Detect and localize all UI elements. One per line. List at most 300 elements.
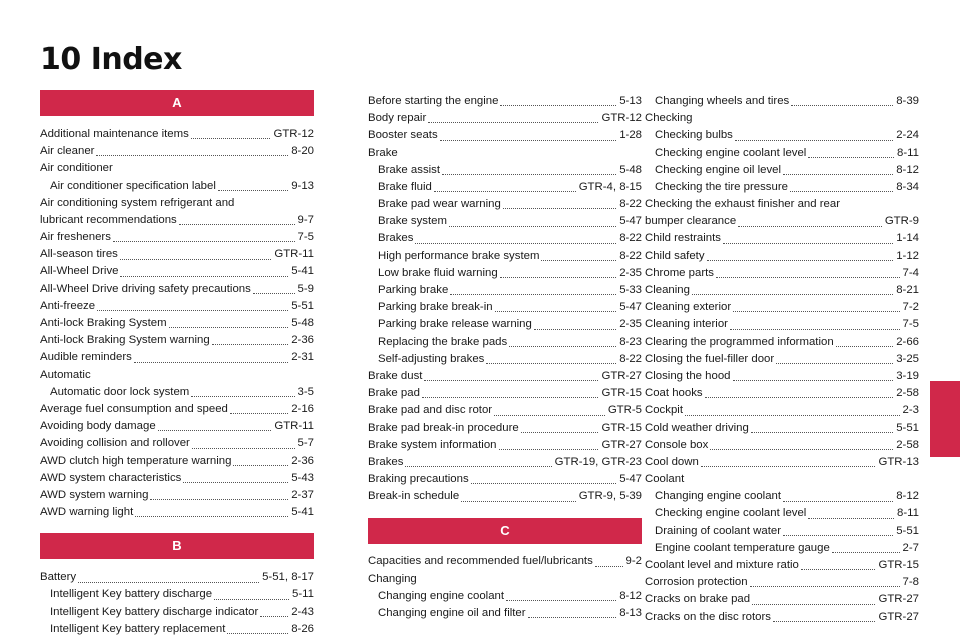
- index-subentry: [368, 196, 642, 213]
- index-entry: [645, 454, 919, 471]
- index-entry: [40, 281, 314, 298]
- dot-leader: [183, 482, 288, 483]
- entry-term: Cleaning exterior: [645, 301, 732, 314]
- index-entry: [368, 385, 642, 402]
- entry-term: Automatic: [40, 368, 91, 381]
- dot-leader: [595, 566, 623, 567]
- dot-leader: [260, 616, 288, 617]
- index-entry: [40, 401, 314, 418]
- index-subentry: [368, 162, 642, 179]
- dot-leader: [134, 362, 288, 363]
- dot-leader: [442, 174, 616, 175]
- dot-leader: [685, 415, 900, 416]
- dot-leader: [486, 363, 616, 364]
- index-entry: [645, 316, 919, 333]
- page-reference: 8-12: [896, 163, 919, 176]
- index-subentry: [40, 384, 314, 401]
- page-reference: GTR-19, GTR-23: [554, 455, 642, 468]
- index-entry-list: [368, 554, 642, 623]
- index-subentry: [368, 179, 642, 196]
- index-entry: [645, 248, 919, 265]
- entry-term: Engine coolant temperature gauge: [655, 541, 830, 554]
- index-subentry: [368, 282, 642, 299]
- dot-leader: [808, 157, 894, 158]
- dot-leader: [730, 329, 900, 330]
- page-reference: 2-7: [902, 541, 919, 554]
- index-entry: [368, 437, 642, 454]
- entry-term: Replacing the brake pads: [378, 335, 508, 348]
- page-reference: 5-47: [619, 301, 642, 314]
- dot-leader: [738, 226, 882, 227]
- entry-term: Body repair: [368, 112, 427, 125]
- page-reference: 8-34: [896, 180, 919, 193]
- dot-leader: [707, 260, 894, 261]
- entry-term: Anti-freeze: [40, 299, 96, 312]
- dot-leader: [701, 466, 876, 467]
- page-reference: 5-41: [291, 506, 314, 519]
- page-reference: 8-22: [619, 232, 642, 245]
- dot-leader: [494, 415, 605, 416]
- index-entry: [40, 143, 314, 160]
- entry-term: Anti-lock Braking System warning: [40, 334, 210, 347]
- page-reference: GTR-11: [274, 420, 314, 433]
- page-reference: 2-35: [619, 318, 642, 331]
- section-letter-header: C: [368, 518, 642, 544]
- page-reference: 5-51: [896, 524, 919, 537]
- page-reference: 2-31: [291, 351, 314, 364]
- dot-leader: [450, 294, 616, 295]
- index-entry-list: [40, 569, 314, 638]
- entry-term: Closing the hood: [645, 369, 731, 382]
- index-entry: [40, 126, 314, 143]
- page-reference: GTR-5: [607, 404, 642, 417]
- entry-term: Brake pad break-in procedure: [368, 421, 519, 434]
- page-reference: 8-22: [619, 249, 642, 262]
- index-subentry: [645, 540, 919, 557]
- page-reference: GTR-11: [274, 248, 314, 261]
- index-entry: [368, 368, 642, 385]
- dot-leader: [405, 466, 551, 467]
- dot-leader: [212, 344, 289, 345]
- dot-leader: [808, 518, 894, 519]
- page-reference: 1-14: [896, 232, 919, 245]
- page-reference: GTR-12: [273, 127, 314, 140]
- page-reference: GTR-27: [878, 593, 919, 606]
- page-reference: GTR-15: [601, 421, 642, 434]
- entry-term: Brake fluid: [378, 180, 432, 193]
- page-reference: GTR-4, 8-15: [578, 180, 642, 193]
- entry-term: Changing engine oil and filter: [378, 607, 526, 620]
- dot-leader: [113, 241, 295, 242]
- dot-leader: [434, 191, 576, 192]
- page-reference: GTR-27: [601, 369, 642, 382]
- entry-term: AWD system warning: [40, 488, 149, 501]
- index-entry: [645, 609, 919, 626]
- index-entry: [645, 385, 919, 402]
- index-column-1: [40, 90, 314, 638]
- index-entry: [40, 418, 314, 435]
- entry-term: Break-in schedule: [368, 490, 460, 503]
- page-reference: 8-21: [896, 284, 919, 297]
- entry-term: Brake system information: [368, 438, 497, 451]
- index-entry: [645, 334, 919, 351]
- page-reference: 2-36: [291, 334, 314, 347]
- dot-leader: [191, 138, 271, 139]
- index-entry: [40, 298, 314, 315]
- page-reference: 5-41: [291, 265, 314, 278]
- dot-leader: [735, 140, 893, 141]
- page-reference: GTR-9: [884, 215, 919, 228]
- entry-term: Checking engine coolant level: [655, 146, 807, 159]
- dot-leader: [135, 516, 288, 517]
- dot-leader: [428, 122, 598, 123]
- entry-term: Checking engine oil level: [655, 163, 782, 176]
- index-entry: [40, 435, 314, 452]
- dot-leader: [500, 105, 616, 106]
- page-reference: 8-22: [619, 352, 642, 365]
- entry-term: Checking: [645, 112, 693, 125]
- index-subentry: [368, 299, 642, 316]
- dot-leader: [733, 311, 899, 312]
- entry-term: Changing: [368, 572, 417, 585]
- index-entry: [368, 471, 642, 488]
- entry-term: Battery: [40, 571, 77, 584]
- index-entry: [645, 265, 919, 282]
- index-entry: [368, 488, 642, 505]
- dot-leader: [776, 363, 893, 364]
- entry-term: Child restraints: [645, 232, 721, 245]
- page-reference: 2-35: [619, 266, 642, 279]
- page-reference: 8-23: [619, 335, 642, 348]
- page-reference: 7-8: [902, 576, 919, 589]
- index-entry: [368, 454, 642, 471]
- entry-term: Cracks on the disc rotors: [645, 610, 771, 623]
- page-reference: 5-51: [896, 421, 919, 434]
- entry-term: Console box: [645, 438, 709, 451]
- index-entry: [645, 351, 919, 368]
- index-entry-list: [40, 126, 314, 521]
- entry-term: Draining of coolant water: [655, 524, 781, 537]
- index-entry: [645, 231, 919, 248]
- index-subentry: [368, 248, 642, 265]
- entry-term: Coat hooks: [645, 387, 703, 400]
- index-entry: [40, 246, 314, 263]
- entry-term: Brake assist: [378, 163, 441, 176]
- index-entry: [645, 282, 919, 299]
- dot-leader: [191, 396, 294, 397]
- page-reference: 8-39: [896, 94, 919, 107]
- dot-leader: [192, 448, 295, 449]
- index-subentry: [368, 334, 642, 351]
- entry-term: Low brake fluid warning: [378, 266, 498, 279]
- page-reference: 7-5: [297, 231, 314, 244]
- dot-leader: [783, 535, 893, 536]
- entry-term: Air conditioner: [40, 162, 113, 175]
- index-entry: [368, 145, 642, 162]
- index-entry: [645, 110, 919, 127]
- entry-term: Checking engine coolant level: [655, 507, 807, 520]
- entry-term: Parking brake: [378, 284, 449, 297]
- page-reference: 3-5: [297, 385, 314, 398]
- entry-term: Booster seats: [368, 129, 438, 142]
- index-entry: [40, 315, 314, 332]
- dot-leader: [791, 105, 893, 106]
- page-reference: GTR-15: [601, 387, 642, 400]
- entry-term: Intelligent Key battery discharge indicator: [50, 605, 259, 618]
- index-entry: [40, 470, 314, 487]
- index-subentry: [368, 316, 642, 333]
- page-reference: GTR-27: [601, 438, 642, 451]
- dot-leader: [790, 191, 893, 192]
- dot-leader: [218, 190, 288, 191]
- index-entry: [40, 264, 314, 281]
- entry-term: Brake pad: [368, 387, 420, 400]
- entry-term: Child safety: [645, 249, 705, 262]
- page-title: 10 Index: [40, 42, 182, 77]
- entry-term: Parking brake break-in: [378, 301, 493, 314]
- page-reference: GTR-9, 5-39: [578, 490, 642, 503]
- page-reference: 8-26: [291, 622, 314, 635]
- dot-leader: [120, 259, 271, 260]
- page-reference: 5-51, 8-17: [262, 571, 314, 584]
- dot-leader: [120, 276, 288, 277]
- page-reference: 1-12: [896, 249, 919, 262]
- dot-leader: [750, 586, 900, 587]
- entry-term: Cockpit: [645, 404, 683, 417]
- page-reference: 3-19: [896, 369, 919, 382]
- index-entry: [40, 195, 314, 212]
- entry-term: Closing the fuel-filler door: [645, 352, 775, 365]
- entry-term: Air conditioning system refrigerant and: [40, 196, 235, 209]
- index-entry: [645, 574, 919, 591]
- index-subentry: [40, 178, 314, 195]
- index-entry: [368, 93, 642, 110]
- section-letter-header: B: [40, 533, 314, 559]
- entry-term: Coolant: [645, 473, 685, 486]
- index-entry: [40, 453, 314, 470]
- entry-term: lubricant recommendations: [40, 213, 177, 226]
- index-entry: [40, 229, 314, 246]
- page-reference: 2-16: [291, 402, 314, 415]
- index-subentry: [40, 604, 314, 621]
- index-subentry: [645, 127, 919, 144]
- index-entry: [368, 402, 642, 419]
- page-reference: 7-5: [902, 318, 919, 331]
- entry-term: Brakes: [368, 455, 404, 468]
- entry-term: Brake system: [378, 215, 447, 228]
- entry-term: Before starting the engine: [368, 94, 499, 107]
- dot-leader: [179, 224, 295, 225]
- index-subentry: [645, 145, 919, 162]
- page-reference: 5-7: [297, 437, 314, 450]
- entry-term: Intelligent Key battery replacement: [50, 622, 226, 635]
- index-entry: [40, 367, 314, 384]
- page-reference: 8-12: [619, 589, 642, 602]
- entry-term: Parking brake release warning: [378, 318, 532, 331]
- entry-term: Clearing the programmed information: [645, 335, 834, 348]
- dot-leader: [801, 569, 876, 570]
- page-reference: 2-58: [896, 438, 919, 451]
- dot-leader: [836, 346, 894, 347]
- page-reference: 8-20: [291, 145, 314, 158]
- entry-term: Cleaning interior: [645, 318, 728, 331]
- page-reference: 9-13: [291, 179, 314, 192]
- entry-term: Brakes: [378, 232, 414, 245]
- dot-leader: [528, 617, 617, 618]
- page-reference: 5-48: [291, 317, 314, 330]
- dot-leader: [506, 600, 616, 601]
- dot-leader: [541, 260, 616, 261]
- dot-leader: [230, 413, 288, 414]
- dot-leader: [751, 432, 893, 433]
- entry-term: Changing wheels and tires: [655, 94, 790, 107]
- page-reference: 5-43: [291, 471, 314, 484]
- page-reference: 5-51: [291, 299, 314, 312]
- page-reference: 2-24: [896, 129, 919, 142]
- dot-leader: [97, 310, 288, 311]
- index-entry: [645, 368, 919, 385]
- entry-term: Average fuel consumption and speed: [40, 402, 228, 415]
- page-reference: GTR-13: [878, 455, 919, 468]
- page-reference: 2-37: [291, 488, 314, 501]
- index-subentry: [40, 587, 314, 604]
- entry-term: All-Wheel Drive: [40, 265, 119, 278]
- index-entry-list: [645, 93, 919, 626]
- entry-term: Brake dust: [368, 369, 423, 382]
- dot-leader: [733, 380, 894, 381]
- entry-term: Automatic door lock system: [50, 385, 190, 398]
- index-entry: [645, 420, 919, 437]
- dot-leader: [503, 208, 616, 209]
- dot-leader: [449, 226, 616, 227]
- dot-leader: [440, 140, 617, 141]
- chapter-tab: [930, 381, 960, 457]
- entry-term: Intelligent Key battery discharge: [50, 588, 213, 601]
- entry-term: All-season tires: [40, 248, 118, 261]
- index-subentry: [368, 213, 642, 230]
- page-reference: 5-11: [292, 588, 314, 601]
- dot-leader: [415, 243, 616, 244]
- entry-term: Cleaning: [645, 284, 690, 297]
- entry-term: Avoiding collision and rollover: [40, 437, 190, 450]
- page-reference: GTR-12: [601, 112, 642, 125]
- index-entry: [645, 299, 919, 316]
- index-subentry: [368, 351, 642, 368]
- dot-leader: [752, 604, 875, 605]
- index-entry: [645, 437, 919, 454]
- page-reference: 2-3: [902, 404, 919, 417]
- dot-leader: [783, 174, 893, 175]
- index-entry: [40, 504, 314, 521]
- entry-term: Capacities and recommended fuel/lubricants: [368, 555, 593, 568]
- page-reference: 5-9: [297, 282, 314, 295]
- dot-leader: [692, 294, 893, 295]
- dot-leader: [832, 552, 900, 553]
- index-subentry: [645, 162, 919, 179]
- dot-leader: [716, 277, 900, 278]
- entry-term: Chrome parts: [645, 266, 715, 279]
- entry-term: Braking precautions: [368, 473, 469, 486]
- dot-leader: [150, 499, 288, 500]
- entry-term: Coolant level and mixture ratio: [645, 559, 799, 572]
- entry-term: AWD system characteristics: [40, 471, 182, 484]
- index-entry: [645, 471, 919, 488]
- entry-term: Anti-lock Braking System: [40, 317, 167, 330]
- dot-leader: [253, 293, 295, 294]
- page-reference: 2-43: [291, 605, 314, 618]
- page-reference: 8-13: [619, 607, 642, 620]
- index-entry: [40, 212, 314, 229]
- page-reference: 2-58: [896, 387, 919, 400]
- index-entry: [645, 213, 919, 230]
- entry-term: High performance brake system: [378, 249, 540, 262]
- index-subentry: [368, 588, 642, 605]
- entry-term: Checking the tire pressure: [655, 180, 788, 193]
- dot-leader: [723, 243, 893, 244]
- entry-term: AWD warning light: [40, 506, 134, 519]
- entry-term: Air conditioner specification label: [50, 179, 216, 192]
- entry-term: Checking bulbs: [655, 129, 733, 142]
- index-entry-list: [368, 93, 642, 506]
- entry-term: Changing engine coolant: [378, 589, 505, 602]
- entry-term: Cracks on brake pad: [645, 593, 751, 606]
- dot-leader: [509, 346, 616, 347]
- dot-leader: [495, 311, 617, 312]
- page-reference: 8-11: [897, 507, 919, 520]
- index-entry: [368, 420, 642, 437]
- entry-term: Avoiding body damage: [40, 420, 156, 433]
- dot-leader: [783, 501, 893, 502]
- dot-leader: [534, 329, 616, 330]
- index-entry: [40, 349, 314, 366]
- index-column-3: [645, 93, 919, 626]
- page-reference: 5-33: [619, 284, 642, 297]
- dot-leader: [424, 380, 598, 381]
- page-reference: 9-7: [297, 213, 314, 226]
- entry-term: Cold weather driving: [645, 421, 749, 434]
- page-reference: 8-12: [896, 490, 919, 503]
- dot-leader: [710, 449, 893, 450]
- index-entry: [645, 196, 919, 213]
- index-entry: [40, 332, 314, 349]
- dot-leader: [461, 501, 576, 502]
- entry-term: Air cleaner: [40, 145, 95, 158]
- entry-term: Checking the exhaust finisher and rear: [645, 198, 841, 211]
- entry-term: Additional maintenance items: [40, 127, 189, 140]
- entry-term: Air fresheners: [40, 231, 111, 244]
- dot-leader: [214, 599, 289, 600]
- index-entry: [645, 557, 919, 574]
- index-entry: [40, 569, 314, 586]
- page-reference: GTR-27: [878, 610, 919, 623]
- dot-leader: [500, 277, 617, 278]
- dot-leader: [233, 465, 288, 466]
- index-subentry: [645, 179, 919, 196]
- page-reference: 5-47: [619, 473, 642, 486]
- index-column-2: [368, 93, 642, 622]
- section-letter-header: A: [40, 90, 314, 116]
- page-reference: 2-36: [291, 454, 314, 467]
- page-reference: 7-2: [902, 301, 919, 314]
- index-subentry: [645, 506, 919, 523]
- index-subentry: [368, 231, 642, 248]
- entry-term: Corrosion protection: [645, 576, 748, 589]
- page-reference: 8-11: [897, 146, 919, 159]
- page-reference: 8-22: [619, 198, 642, 211]
- index-subentry: [645, 93, 919, 110]
- dot-leader: [227, 633, 288, 634]
- entry-term: Brake pad and disc rotor: [368, 404, 493, 417]
